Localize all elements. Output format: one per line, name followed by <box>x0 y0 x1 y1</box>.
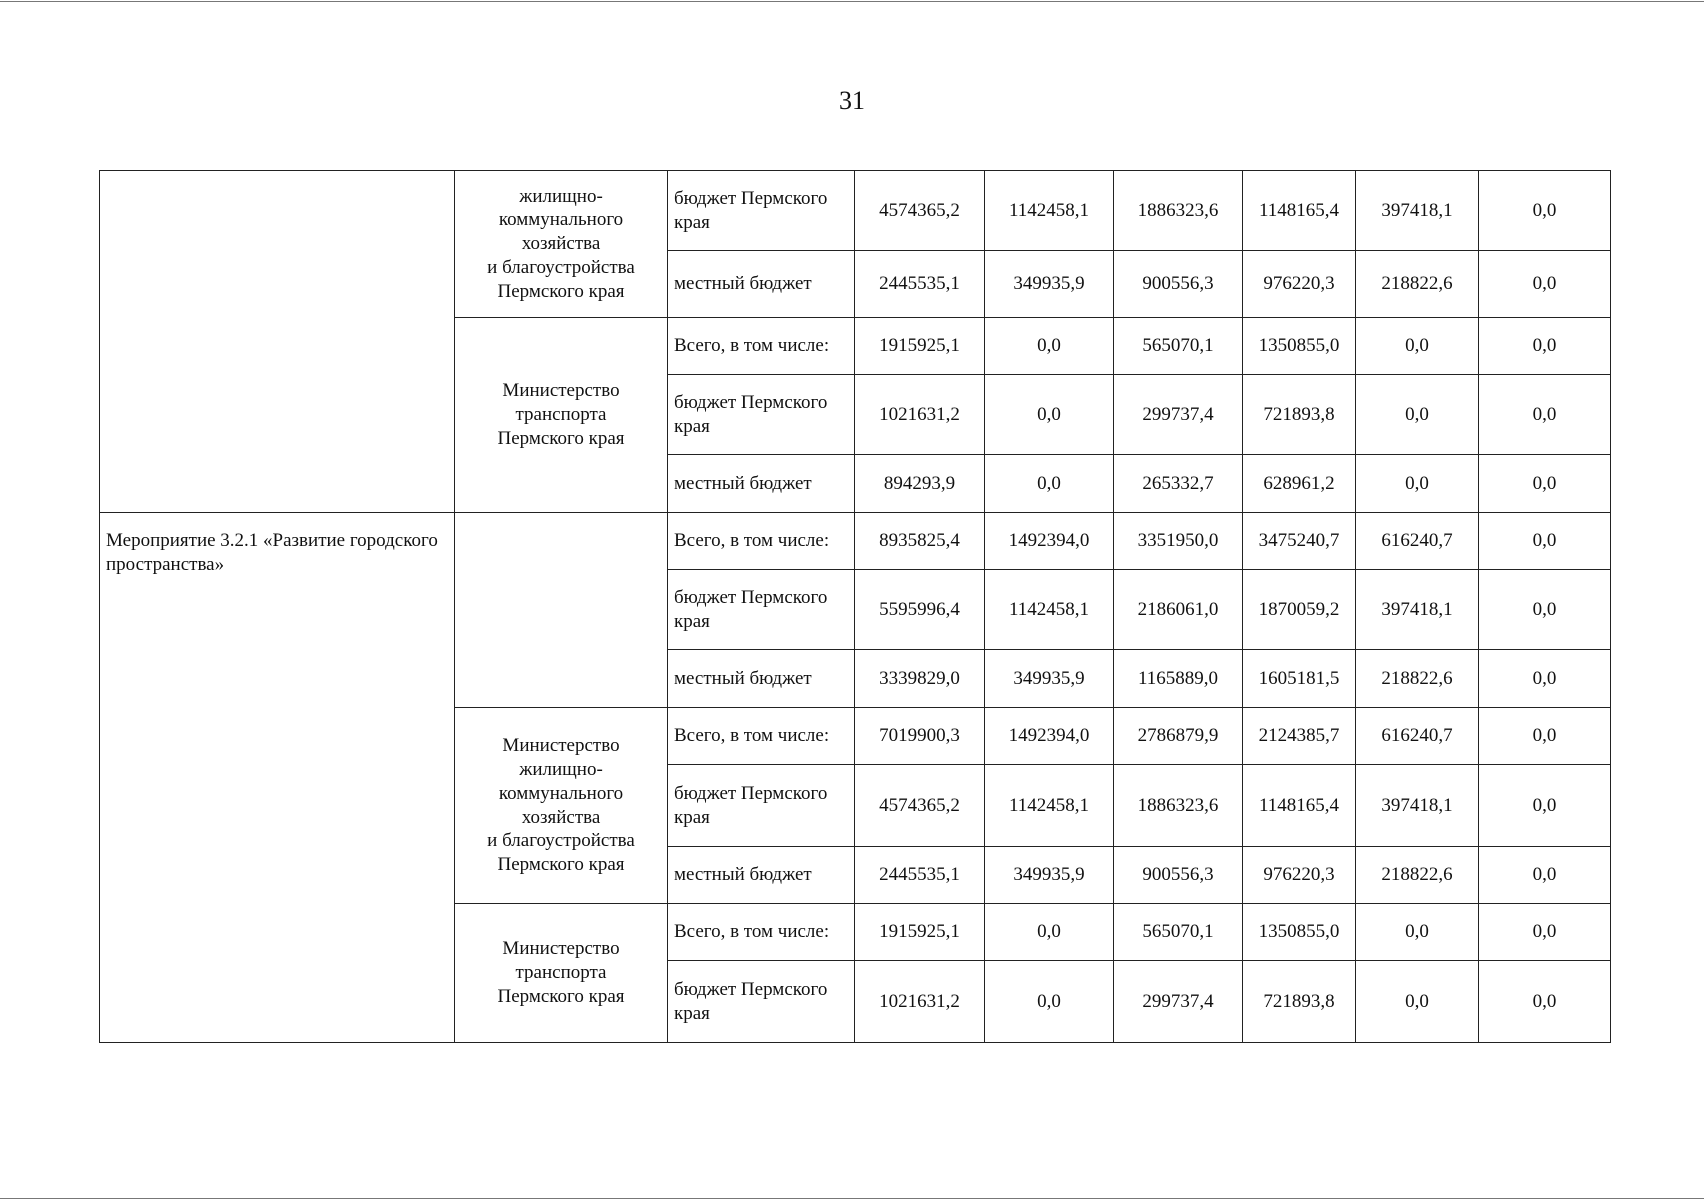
amount-cell-1: 4574365,2 <box>855 171 985 251</box>
amount-cell-1: 894293,9 <box>855 455 985 513</box>
amount-cell-2: 349935,9 <box>985 650 1114 708</box>
amount-cell-5: 616240,7 <box>1356 708 1479 765</box>
amount-cell-4: 2124385,7 <box>1243 708 1356 765</box>
organization-cell: Министерство транспорта Пермского края <box>455 318 668 513</box>
budget-table <box>99 170 1611 1043</box>
amount-cell-2: 349935,9 <box>985 847 1114 904</box>
amount-cell-3: 565070,1 <box>1114 318 1243 375</box>
amount-cell-4: 1350855,0 <box>1243 904 1356 961</box>
funding-source-cell: местный бюджет <box>668 650 855 708</box>
funding-source-cell: местный бюджет <box>668 847 855 904</box>
organization-cell <box>455 513 668 708</box>
amount-cell-3: 3351950,0 <box>1114 513 1243 570</box>
amount-cell-1: 1915925,1 <box>855 318 985 375</box>
funding-source-cell: бюджет Пермского края <box>668 961 855 1043</box>
funding-source-cell: бюджет Пермского края <box>668 375 855 455</box>
amount-cell-6: 0,0 <box>1479 455 1611 513</box>
amount-cell-3: 299737,4 <box>1114 375 1243 455</box>
amount-cell-2: 0,0 <box>985 375 1114 455</box>
amount-cell-1: 3339829,0 <box>855 650 985 708</box>
funding-source-cell: бюджет Пермского края <box>668 570 855 650</box>
amount-cell-1: 2445535,1 <box>855 251 985 318</box>
amount-cell-3: 1886323,6 <box>1114 171 1243 251</box>
amount-cell-6: 0,0 <box>1479 171 1611 251</box>
event-cell <box>100 171 455 513</box>
organization-cell: Министерство транспорта Пермского края <box>455 904 668 1043</box>
amount-cell-1: 1021631,2 <box>855 961 985 1043</box>
amount-cell-5: 0,0 <box>1356 904 1479 961</box>
amount-cell-3: 900556,3 <box>1114 847 1243 904</box>
funding-source-cell: местный бюджет <box>668 251 855 318</box>
amount-cell-6: 0,0 <box>1479 318 1611 375</box>
amount-cell-3: 299737,4 <box>1114 961 1243 1043</box>
amount-cell-1: 2445535,1 <box>855 847 985 904</box>
amount-cell-4: 1148165,4 <box>1243 171 1356 251</box>
amount-cell-2: 0,0 <box>985 904 1114 961</box>
amount-cell-6: 0,0 <box>1479 513 1611 570</box>
amount-cell-4: 1350855,0 <box>1243 318 1356 375</box>
amount-cell-4: 1148165,4 <box>1243 765 1356 847</box>
funding-source-cell: местный бюджет <box>668 455 855 513</box>
amount-cell-2: 1492394,0 <box>985 708 1114 765</box>
amount-cell-6: 0,0 <box>1479 961 1611 1043</box>
funding-source-cell: бюджет Пермского края <box>668 171 855 251</box>
amount-cell-4: 628961,2 <box>1243 455 1356 513</box>
amount-cell-1: 1021631,2 <box>855 375 985 455</box>
amount-cell-5: 0,0 <box>1356 318 1479 375</box>
amount-cell-2: 1492394,0 <box>985 513 1114 570</box>
amount-cell-2: 0,0 <box>985 455 1114 513</box>
amount-cell-6: 0,0 <box>1479 765 1611 847</box>
table-row <box>100 171 1611 251</box>
amount-cell-3: 265332,7 <box>1114 455 1243 513</box>
organization-cell: жилищно- коммунального хозяйства и благоустройства Пермского края <box>455 171 668 318</box>
amount-cell-5: 218822,6 <box>1356 251 1479 318</box>
amount-cell-5: 0,0 <box>1356 961 1479 1043</box>
amount-cell-2: 1142458,1 <box>985 765 1114 847</box>
amount-cell-5: 397418,1 <box>1356 765 1479 847</box>
funding-source-cell: Всего, в том числе: <box>668 513 855 570</box>
funding-source-cell: Всего, в том числе: <box>668 904 855 961</box>
amount-cell-3: 2786879,9 <box>1114 708 1243 765</box>
funding-source-cell: Всего, в том числе: <box>668 318 855 375</box>
amount-cell-5: 0,0 <box>1356 375 1479 455</box>
amount-cell-2: 1142458,1 <box>985 171 1114 251</box>
scan-edge-bottom <box>0 1198 1704 1199</box>
amount-cell-1: 7019900,3 <box>855 708 985 765</box>
budget-table-container <box>99 170 1610 1043</box>
amount-cell-6: 0,0 <box>1479 847 1611 904</box>
amount-cell-6: 0,0 <box>1479 708 1611 765</box>
amount-cell-6: 0,0 <box>1479 251 1611 318</box>
amount-cell-4: 1870059,2 <box>1243 570 1356 650</box>
budget-table-body <box>100 171 1611 1043</box>
amount-cell-2: 349935,9 <box>985 251 1114 318</box>
amount-cell-3: 565070,1 <box>1114 904 1243 961</box>
amount-cell-4: 976220,3 <box>1243 847 1356 904</box>
amount-cell-1: 5595996,4 <box>855 570 985 650</box>
amount-cell-3: 900556,3 <box>1114 251 1243 318</box>
amount-cell-4: 976220,3 <box>1243 251 1356 318</box>
amount-cell-6: 0,0 <box>1479 650 1611 708</box>
amount-cell-5: 397418,1 <box>1356 570 1479 650</box>
amount-cell-5: 0,0 <box>1356 455 1479 513</box>
amount-cell-6: 0,0 <box>1479 904 1611 961</box>
scan-edge-top <box>0 1 1704 2</box>
amount-cell-5: 218822,6 <box>1356 650 1479 708</box>
amount-cell-1: 4574365,2 <box>855 765 985 847</box>
event-cell: Мероприятие 3.2.1 «Развитие городского пространства» <box>100 513 455 1043</box>
amount-cell-4: 3475240,7 <box>1243 513 1356 570</box>
amount-cell-5: 218822,6 <box>1356 847 1479 904</box>
amount-cell-3: 1886323,6 <box>1114 765 1243 847</box>
amount-cell-4: 721893,8 <box>1243 961 1356 1043</box>
amount-cell-1: 1915925,1 <box>855 904 985 961</box>
amount-cell-6: 0,0 <box>1479 570 1611 650</box>
amount-cell-2: 0,0 <box>985 961 1114 1043</box>
amount-cell-5: 616240,7 <box>1356 513 1479 570</box>
amount-cell-5: 397418,1 <box>1356 171 1479 251</box>
amount-cell-1: 8935825,4 <box>855 513 985 570</box>
funding-source-cell: бюджет Пермского края <box>668 765 855 847</box>
amount-cell-3: 2186061,0 <box>1114 570 1243 650</box>
page-number: 31 <box>839 86 865 115</box>
funding-source-cell: Всего, в том числе: <box>668 708 855 765</box>
amount-cell-6: 0,0 <box>1479 375 1611 455</box>
amount-cell-2: 1142458,1 <box>985 570 1114 650</box>
table-row <box>100 513 1611 570</box>
amount-cell-4: 721893,8 <box>1243 375 1356 455</box>
amount-cell-4: 1605181,5 <box>1243 650 1356 708</box>
amount-cell-3: 1165889,0 <box>1114 650 1243 708</box>
organization-cell: Министерство жилищно- коммунального хозяйства и благоустройства Пермского края <box>455 708 668 904</box>
amount-cell-2: 0,0 <box>985 318 1114 375</box>
